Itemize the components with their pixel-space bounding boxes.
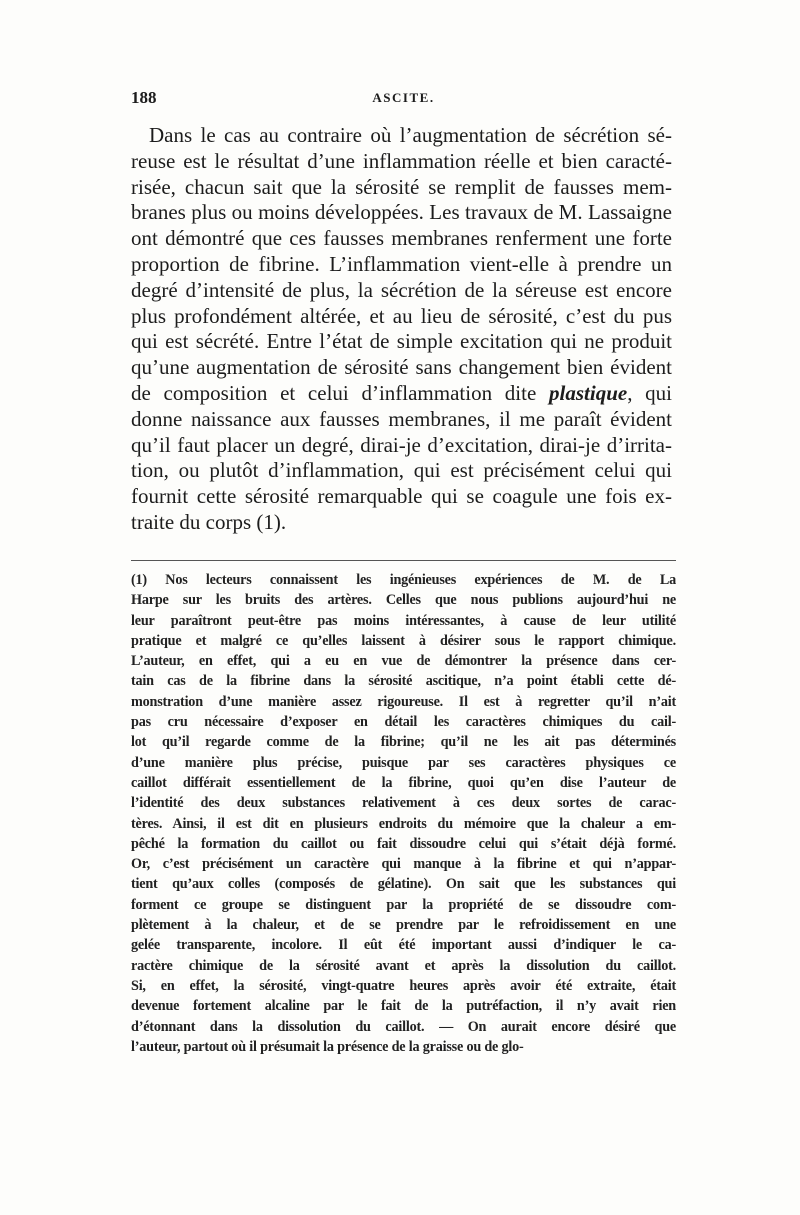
footnote-line: L’auteur, en effet, qui a eu en vue de démontrer la présence dans cer-: [131, 653, 676, 670]
footnote-line: pêché la formation du caillot ou fait dissoudre celui qui s’était déjà formé.: [131, 835, 676, 852]
body-line: degré d’intensité de plus, la sécrétion de la séreuse est encore: [131, 277, 672, 302]
footnote-line: d’étonnant dans la dissolution du caillot. — On aurait encore désiré que: [131, 1018, 676, 1035]
body-line: plus profondément altérée, et au lieu de sérosité, c’est du pus: [131, 303, 672, 328]
footnote-line: l’auteur, partout où il présumait la présence de la graisse ou de glo-: [131, 1038, 524, 1055]
body-line: tion, ou plutôt d’inflammation, qui est précisément celui qui: [131, 458, 672, 483]
page-header: [131, 88, 676, 112]
emphasized-term: plastique: [549, 380, 628, 405]
footnote-line: tain cas de la fibrine dans la sérosité ascitique, n’a point établi cette dé-: [131, 673, 676, 690]
body-line: qui est sécrété. Entre l’état de simple excitation qui ne produit: [131, 329, 672, 354]
footnote-line: plètement à la chaleur, et de se prendre par le refroidissement en une: [131, 917, 676, 934]
footnote-line: forment ce groupe se distinguent par la propriété de se dissoudre com-: [131, 896, 676, 913]
line-segment: de composition et celui d’inflammation dite: [131, 380, 550, 405]
body-line: [131, 381, 672, 407]
body-line: Dans le cas au contraire où l’augmentation de sécrétion sé-: [149, 123, 672, 147]
footnote-line: pas cru nécessaire d’exposer en détail les caractères chimiques du cail-: [131, 714, 676, 731]
running-title: ASCITE.: [372, 90, 435, 105]
footnote-line: caillot différait essentiellement de la fibrine, quoi qu’en dise l’auteur de: [131, 774, 676, 791]
footnote-line: monstration d’une manière assez rigoureuse. Il est à regretter qu’il n’ait: [131, 693, 676, 710]
page-number: 188: [131, 88, 157, 107]
body-line: fournit cette sérosité remarquable qui se coagule une fois ex-: [131, 484, 672, 509]
body-line: traite du corps (1).: [131, 509, 287, 534]
footnote-separator: [131, 560, 676, 561]
body-line: qu’il faut placer un degré, dirai-je d’excitation, dirai-je d’irrita-: [131, 432, 672, 457]
footnote-line: ractère chimique de la sérosité avant et après la dissolution du caillot.: [131, 957, 676, 974]
main-paragraph: [131, 123, 672, 536]
body-line: ont démontré que ces fausses membranes renferment une forte: [131, 226, 672, 251]
body-line: qu’une augmentation de sérosité sans changement bien évident: [131, 355, 672, 380]
body-line: proportion de fibrine. L’inflammation vient-elle à prendre un: [131, 251, 672, 276]
body-line: donne naissance aux fausses membranes, il me paraît évident: [131, 406, 672, 431]
body-line: branes plus ou moins développées. Les travaux de M. Lassaigne: [131, 200, 672, 225]
footnote-line: Si, en effet, la sérosité, vingt-quatre heures après avoir été extraite, était: [131, 977, 676, 994]
footnote-line: tères. Ainsi, il est dit en plusieurs endroits du mémoire que la chaleur a em-: [131, 815, 676, 832]
footnote-line: d’une manière plus précise, puisque par ses caractères physiques ce: [131, 754, 676, 771]
footnote-line: pratique et malgré ce qu’elles laissent à désirer sous le rapport chimique.: [131, 632, 676, 649]
footnote-line: lot qu’il regarde comme de la fibrine; qu’il ne les ait pas déterminés: [131, 734, 676, 751]
footnote-line: gelée transparente, incolore. Il eût été important aussi d’indiquer le ca-: [131, 937, 676, 954]
footnote-line: l’identité des deux substances relativement à ces deux sortes de carac-: [131, 795, 676, 812]
line-segment: , qui: [627, 380, 672, 405]
footnote-line: leur paraîtront peut-être pas moins intéressantes, à cause de leur utilité: [131, 612, 676, 629]
footnote-line: (1) Nos lecteurs connaissent les ingénieuses expériences de M. de La: [131, 572, 676, 588]
footnote-line: tient qu’aux colles (composés de gélatine). On sait que les substances qui: [131, 876, 676, 893]
footnote-line: Harpe sur les bruits des artères. Celles que nous publions aujourd’hui ne: [131, 592, 676, 609]
footnote: [131, 570, 676, 1057]
footnote-line: devenue fortement alcaline par le fait de la putréfaction, il n’y avait rien: [131, 998, 676, 1015]
body-line: risée, chacun sait que la sérosité se remplit de fausses mem-: [131, 174, 672, 199]
footnote-line: Or, c’est précisément un caractère qui manque à la fibrine et qui n’appar-: [131, 856, 676, 873]
body-line: reuse est le résultat d’une inflammation réelle et bien caracté-: [131, 148, 672, 173]
